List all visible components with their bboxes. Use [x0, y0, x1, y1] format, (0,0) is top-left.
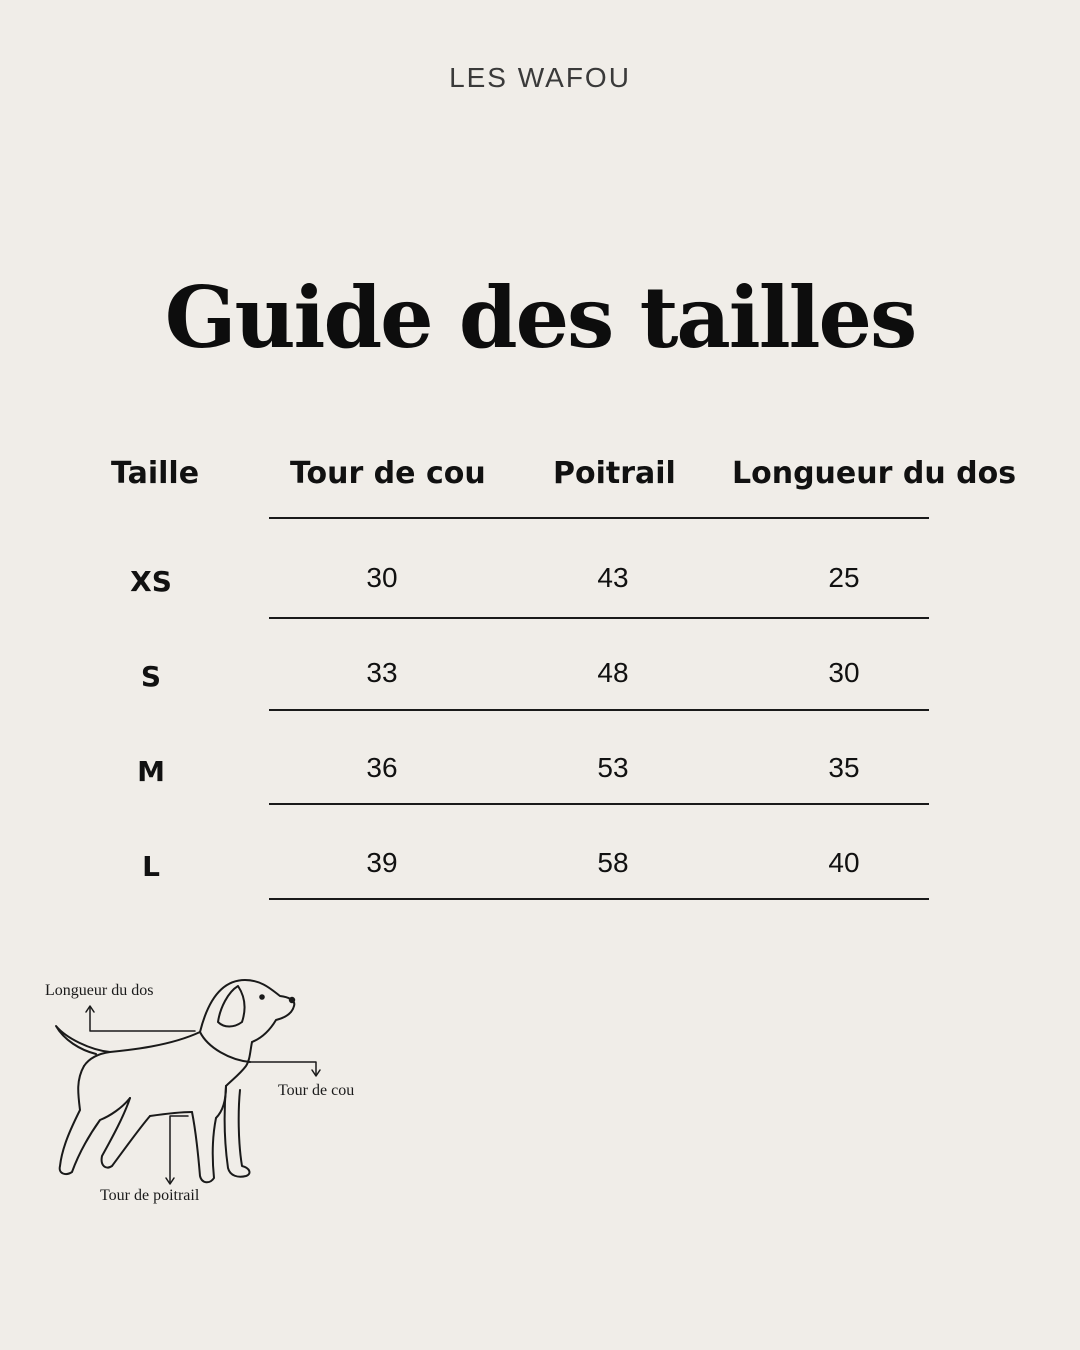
chest-value: 53: [597, 752, 629, 783]
size-label: M: [137, 755, 165, 788]
table-divider: [269, 517, 929, 519]
chest-value: 43: [597, 562, 629, 593]
label-neck: Tour de cou: [278, 1082, 355, 1099]
table-divider: [269, 803, 929, 805]
back-value: 25: [828, 562, 860, 593]
size-label: XS: [130, 565, 172, 598]
neck-value: 36: [366, 752, 398, 783]
neck-value: 30: [366, 562, 398, 593]
header-poitrail: Poitrail: [553, 456, 676, 491]
dog-outline-icon: [40, 970, 380, 1220]
back-value: 35: [828, 752, 860, 783]
page-title: Guide des tailles: [164, 268, 916, 367]
back-value: 40: [828, 847, 860, 878]
label-back-length: Longueur du dos: [45, 982, 154, 999]
chest-value: 58: [597, 847, 629, 878]
label-chest: Tour de poitrail: [100, 1187, 200, 1204]
back-value: 30: [828, 657, 860, 688]
header-longueur-du-dos: Longueur du dos: [732, 456, 1017, 491]
table-divider: [269, 898, 929, 900]
chest-value: 48: [597, 657, 629, 688]
neck-value: 39: [366, 847, 398, 878]
size-label: L: [142, 850, 160, 883]
brand-logo: LES WAFOU: [449, 62, 631, 93]
table-divider: [269, 709, 929, 711]
size-label: S: [140, 660, 162, 693]
header-taille: Taille: [111, 456, 200, 491]
header-tour-de-cou: Tour de cou: [290, 456, 486, 491]
table-divider: [269, 617, 929, 619]
neck-value: 33: [366, 657, 398, 688]
